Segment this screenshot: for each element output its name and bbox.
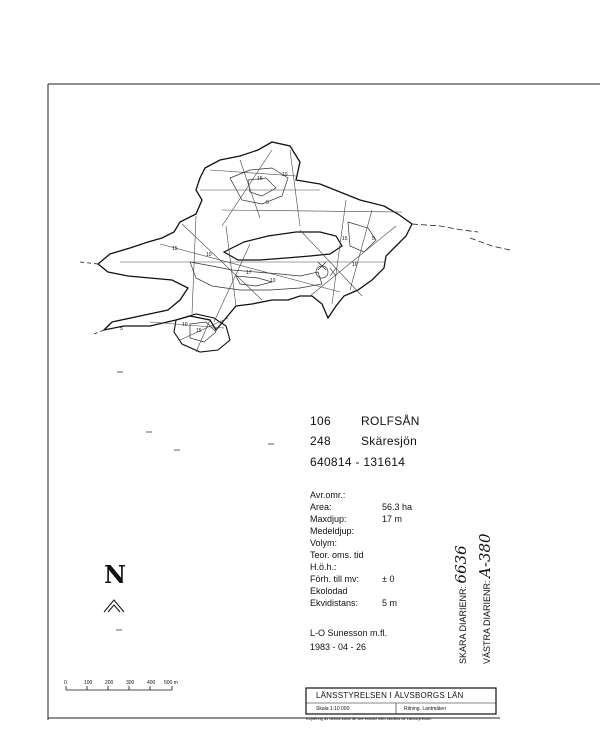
- authority-name: LÄNSSTYRELSEN I ÄLVSBORGS LÄN: [316, 691, 464, 700]
- depth-label: 10: [270, 278, 276, 284]
- depth-label: 10: [182, 322, 188, 328]
- field-label: Förh. till mv:: [310, 574, 360, 584]
- stamp-label: VÄSTRA DIARIENR:: [482, 580, 492, 664]
- field-label: Avr.omr.:: [310, 490, 346, 500]
- depth-label: 10: [206, 252, 212, 258]
- field-label: Maxdjup:: [310, 514, 347, 524]
- copyright-note: Kopiering av denna karta får ske endast med tillstånd av Länsstyrelsen: [306, 716, 432, 721]
- field-label: Volym:: [310, 538, 338, 548]
- field-label: Ekvidistans:: [310, 598, 359, 608]
- depth-label: 15: [342, 236, 348, 242]
- field-value: 17 m: [382, 514, 403, 524]
- lake-code: 248: [310, 434, 331, 448]
- north-arrow-icon: [104, 600, 124, 612]
- field-value: ± 0: [382, 574, 395, 584]
- depth-label: 15: [257, 176, 263, 182]
- survey-tick-marks: [116, 372, 274, 630]
- grid-coordinates: 640814 - 131614: [310, 455, 406, 469]
- river-code: 106: [310, 414, 331, 428]
- depth-label: 5: [372, 236, 375, 242]
- stamp-value: 6636: [452, 545, 470, 584]
- stamp-label: SKARA DIARIENR:: [458, 585, 468, 664]
- margin-stamp-skara: [452, 545, 470, 664]
- stamp-value: A-380: [476, 533, 494, 578]
- scale-bar: [66, 686, 172, 690]
- margin-stamp-vastra: [476, 533, 494, 664]
- scale-tick-label: 300: [126, 680, 135, 686]
- depth-label: 5: [266, 200, 269, 206]
- field-label: Area:: [310, 502, 332, 512]
- scale-tick-label: 200: [105, 680, 114, 686]
- scale-tick-label: 500 m: [164, 680, 178, 686]
- depth-label: 15: [196, 328, 202, 334]
- field-value: 5 m: [382, 598, 398, 608]
- author-credit: L-O Sunesson m.fl.: [310, 628, 388, 638]
- depth-label: 10: [352, 262, 358, 268]
- field-label: Medeldjup:: [310, 526, 355, 536]
- lake-name: Skäresjön: [361, 434, 418, 448]
- south-bay-outline: [174, 314, 230, 352]
- survey-date: 1983 - 04 - 26: [310, 642, 367, 652]
- drafting-credit: Ritning. Lantmäteri: [404, 706, 446, 712]
- depth-contours: [190, 168, 376, 342]
- field-label: Ekolodad: [310, 586, 348, 596]
- depth-label: 17: [246, 270, 252, 276]
- river-name: ROLFSÅN: [361, 414, 420, 428]
- scale-tick-label: 0: [64, 680, 67, 686]
- inlet-stream: [412, 224, 510, 250]
- depth-label: 10: [282, 172, 288, 178]
- scale-tick-label: 100: [84, 680, 93, 686]
- depth-label: 15: [172, 246, 178, 252]
- depth-label: 5: [120, 326, 123, 332]
- scale-tick-label: 400: [147, 680, 156, 686]
- field-value: 56.3 ha: [382, 502, 413, 512]
- map-scale-text: Skala 1:10 000: [316, 706, 350, 712]
- field-label: Teor. oms. tid: [310, 550, 364, 560]
- outlet-stream: [80, 262, 104, 334]
- north-symbol: N: [104, 560, 126, 589]
- field-label: H.ö.h.:: [310, 562, 337, 572]
